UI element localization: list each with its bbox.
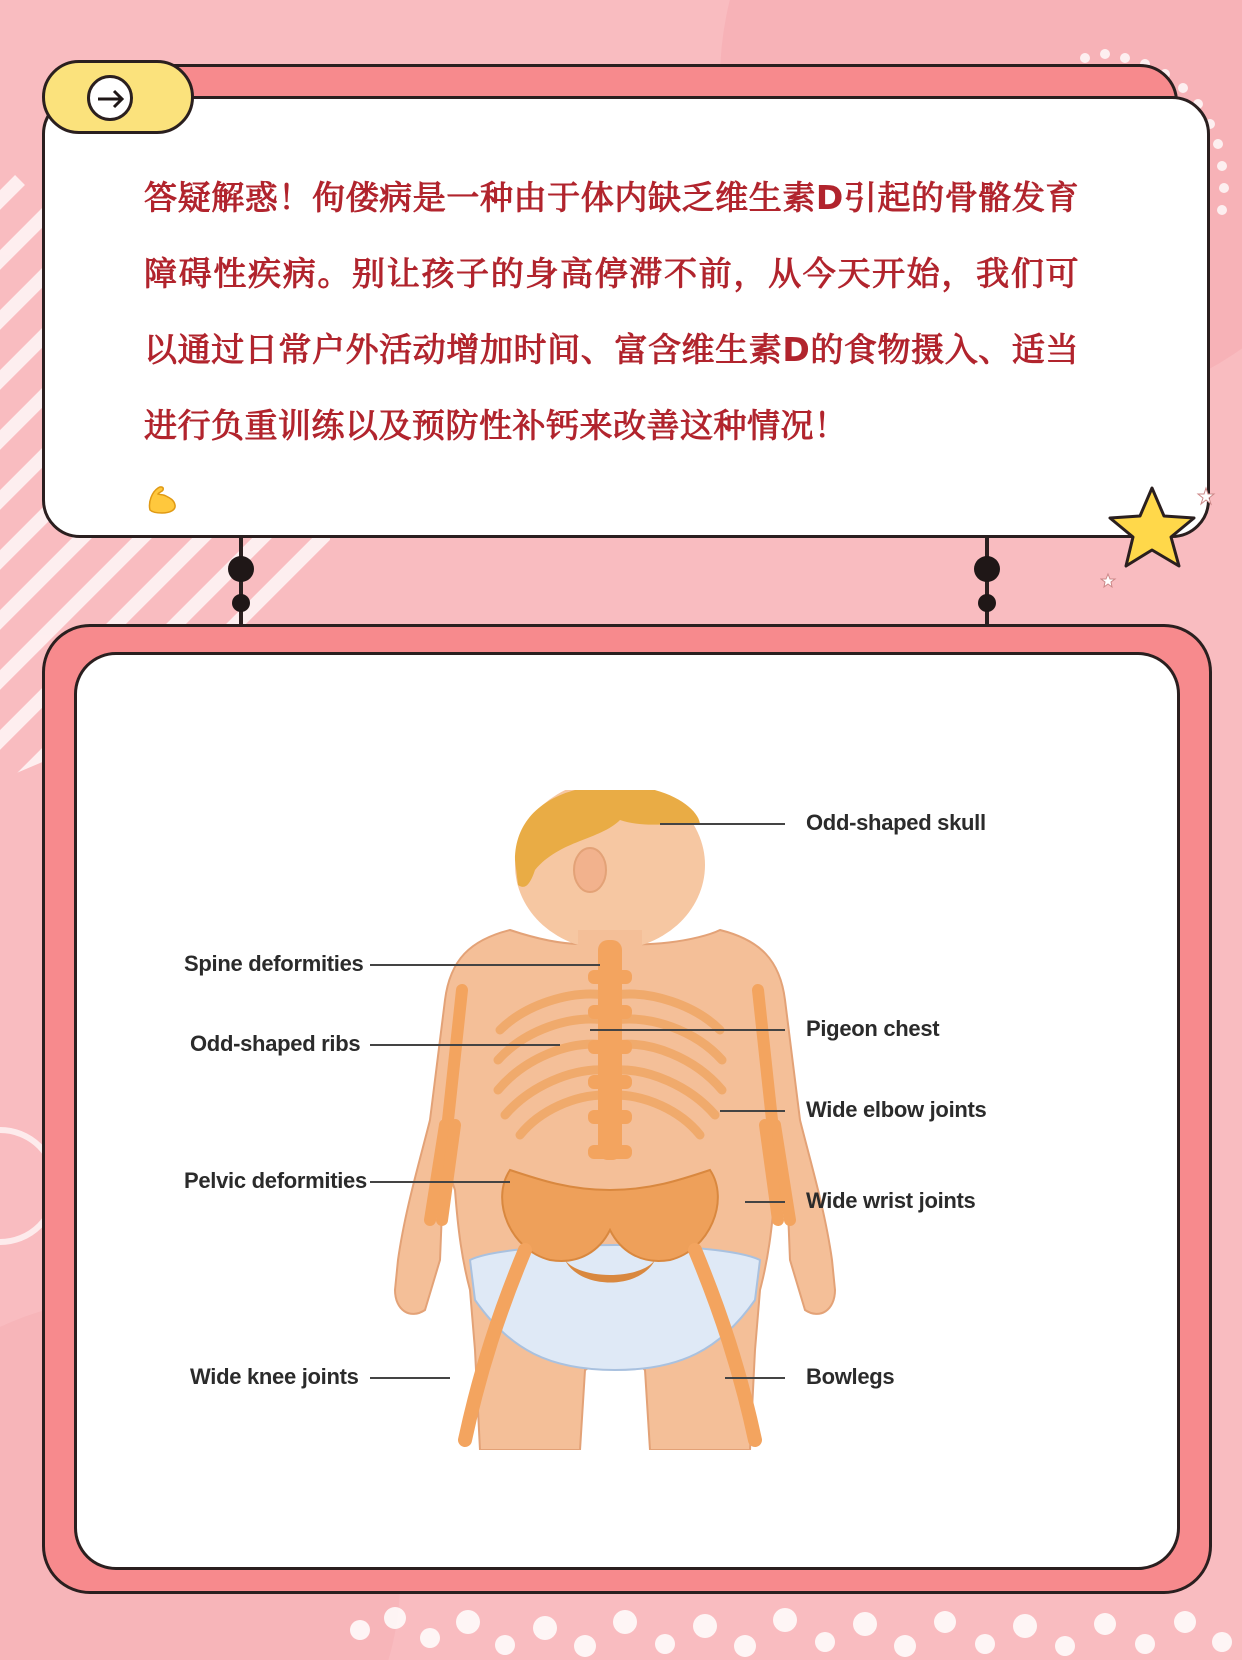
arrow-pill-button[interactable] <box>42 60 194 134</box>
left-connector-dot <box>228 556 254 582</box>
arrow-right-icon <box>87 75 133 121</box>
left-connector <box>239 538 243 626</box>
label-spine-deformities: Spine deformities <box>184 951 364 976</box>
label-wide-wrist-joints: Wide wrist joints <box>806 1188 976 1213</box>
rickets-illustration <box>180 790 1070 1450</box>
label-wide-elbow-joints: Wide elbow joints <box>806 1097 987 1122</box>
label-odd-shaped-ribs: Odd-shaped ribs <box>190 1031 361 1056</box>
right-connector-dot <box>974 556 1000 582</box>
label-odd-shaped-skull: Odd-shaped skull <box>806 810 986 835</box>
label-bowlegs: Bowlegs <box>806 1364 895 1389</box>
label-pigeon-chest: Pigeon chest <box>806 1016 940 1041</box>
star-icon <box>1100 480 1242 590</box>
label-pelvic-deformities: Pelvic deformities <box>184 1168 367 1193</box>
left-connector-dot-small <box>232 594 250 612</box>
intro-paragraph: 答疑解惑！佝偻病是一种由于体内缺乏维生素D引起的骨骼发育障碍性疾病。别让孩子的身高停滞不前，从今天开始，我们可以通过日常户外活动增加时间、富含维生素D的食物摄入、适当进行负重训练以及预防性补钙来改善这种情况！ <box>144 178 1079 445</box>
flexed-biceps-emoji <box>144 480 180 520</box>
right-connector <box>985 538 989 626</box>
right-connector-dot-small <box>978 594 996 612</box>
label-wide-knee-joints: Wide knee joints <box>190 1364 359 1389</box>
